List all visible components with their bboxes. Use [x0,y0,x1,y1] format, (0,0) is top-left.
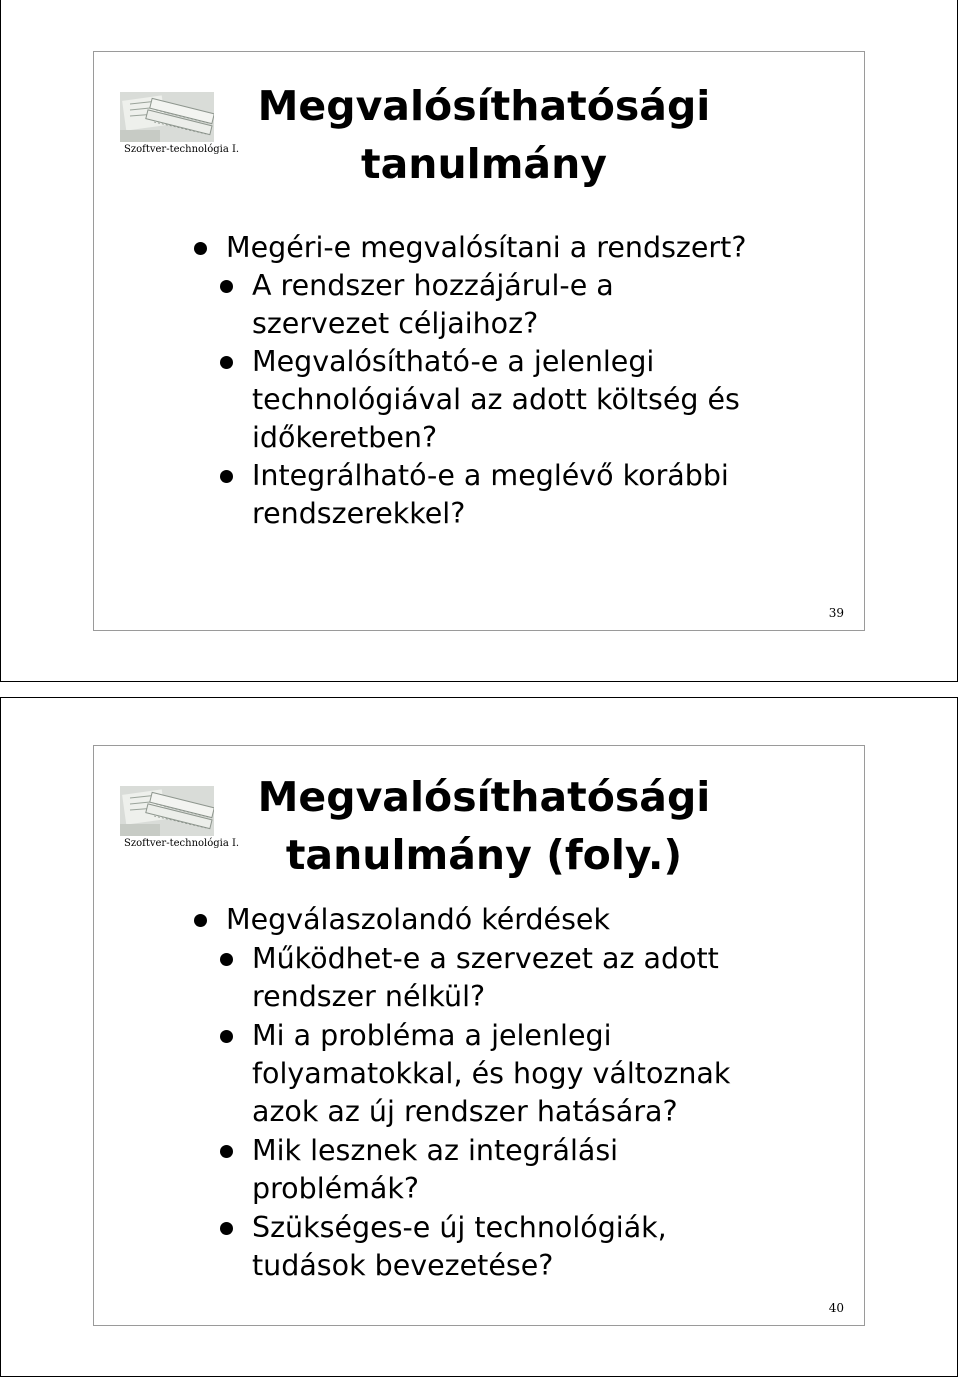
page-number: 39 [828,606,844,620]
bullet-main: Megéri-e megvalósítani a rendszert? [226,229,746,267]
slide-40 [93,745,865,1326]
page-number: 40 [828,1301,844,1315]
title-line: tanulmány [361,140,607,188]
logo-caption: Szoftver-technológia I. [124,838,240,849]
sub-bullet: Működhet-e a szervezet az adott rendszer nélkül? [252,940,719,1016]
sub-bullet: Integrálható-e a meglévő korábbi rendszerekkel? [252,457,729,533]
title-line: Megvalósíthatósági [257,773,711,821]
sub-bullet: A rendszer hozzájárul-e a szervezet céljaihoz? [252,267,614,343]
slide-title [234,77,734,193]
sub-bullet: Megvalósítható-e a jelenlegi technológiával az adott költség és időkeretben? [252,343,740,457]
logo-image [120,786,214,836]
logo-image [120,92,214,142]
sub-bullet: Mi a probléma a jelenlegi folyamatokkal, és hogy változnak azok az új rendszer hatására? [252,1017,730,1131]
slide-39 [93,51,865,631]
bullet-main: Megválaszolandó kérdések [226,901,610,939]
sub-bullet: Szükséges-e új technológiák, tudások bevezetése? [252,1209,667,1285]
title-line: tanulmány (foly.) [285,831,683,879]
sub-bullet: Mik lesznek az integrálási problémák? [252,1132,618,1208]
logo-caption: Szoftver-technológia I. [124,144,240,155]
title-line: Megvalósíthatósági [257,82,711,130]
slide-title [234,768,734,884]
